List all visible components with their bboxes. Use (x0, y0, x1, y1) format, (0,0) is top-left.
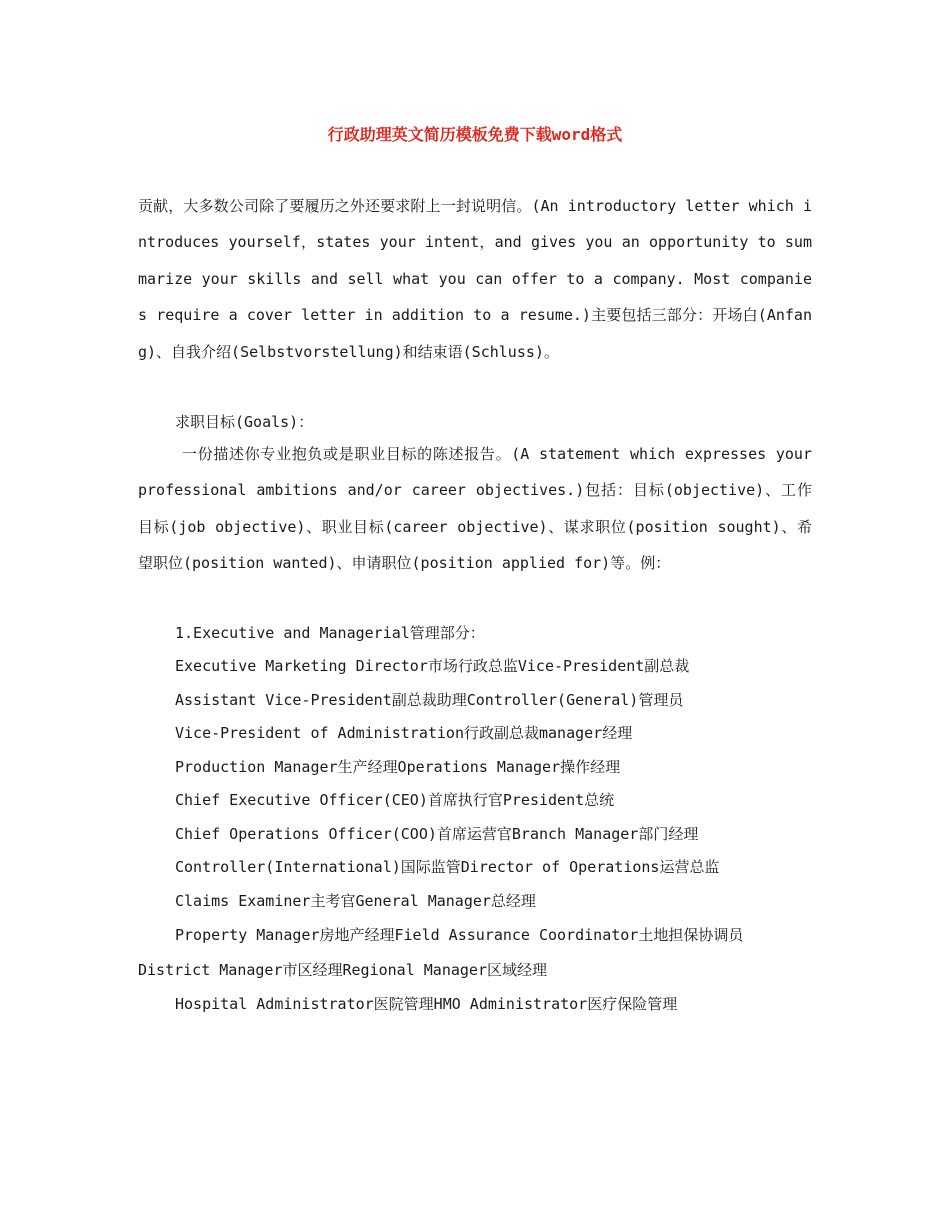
document-title: 行政助理英文简历模板免费下载word格式 (327, 125, 623, 144)
goals-heading: 求职目标(Goals)： (175, 413, 314, 431)
goals-paragraph: 一份描述你专业抱负或是职业目标的陈述报告。(A statement which expresses your professional ambitions and/or career objectives.)包括：目标(objective)、工作目标(job objective)、职业目标(career objective)、谋求职位(position sought)、希望职位(position wanted)、申请职位(position applied for)等。例： (138, 445, 812, 573)
list-line: Hospital Administrator医院管理HMO Administrator医疗保险管理 (175, 995, 678, 1013)
list-line: 1.Executive and Managerial管理部分： (175, 624, 485, 642)
intro-paragraph: 贡献，大多数公司除了要履历之外还要求附上一封说明信。(An introductory letter which introduces yourself，states your intent，and gives you an opportunity to summarize your skills and sell what you can offer to a company. Most companies require a cover letter in addition to a resume.)主要包括三部分：开场白(Anfang)、自我介绍(Selbstvorstellung)和结束语(Schluss)。 (138, 197, 812, 361)
list-line: Production Manager生产经理Operations Manager操作经理 (175, 758, 621, 776)
list-line: Controller(International)国际监管Director of Operations运营总监 (175, 858, 720, 876)
list-line: Property Manager房地产经理Field Assurance Coordinator土地担保协调员 (175, 926, 744, 944)
list-line: Claims Examiner主考官General Manager总经理 (175, 892, 536, 910)
list-line: Chief Operations Officer(COO)首席运营官Branch Manager部门经理 (175, 825, 699, 843)
list-line: Chief Executive Officer(CEO)首席执行官President总统 (175, 791, 615, 809)
list-line: District Manager市区经理Regional Manager区域经理 (138, 961, 547, 979)
list-line: Vice-President of Administration行政副总裁manager经理 (175, 724, 633, 742)
list-line: Executive Marketing Director市场行政总监Vice-President副总裁 (175, 657, 690, 675)
list-line: Assistant Vice-President副总裁助理Controller(General)管理员 (175, 691, 684, 709)
